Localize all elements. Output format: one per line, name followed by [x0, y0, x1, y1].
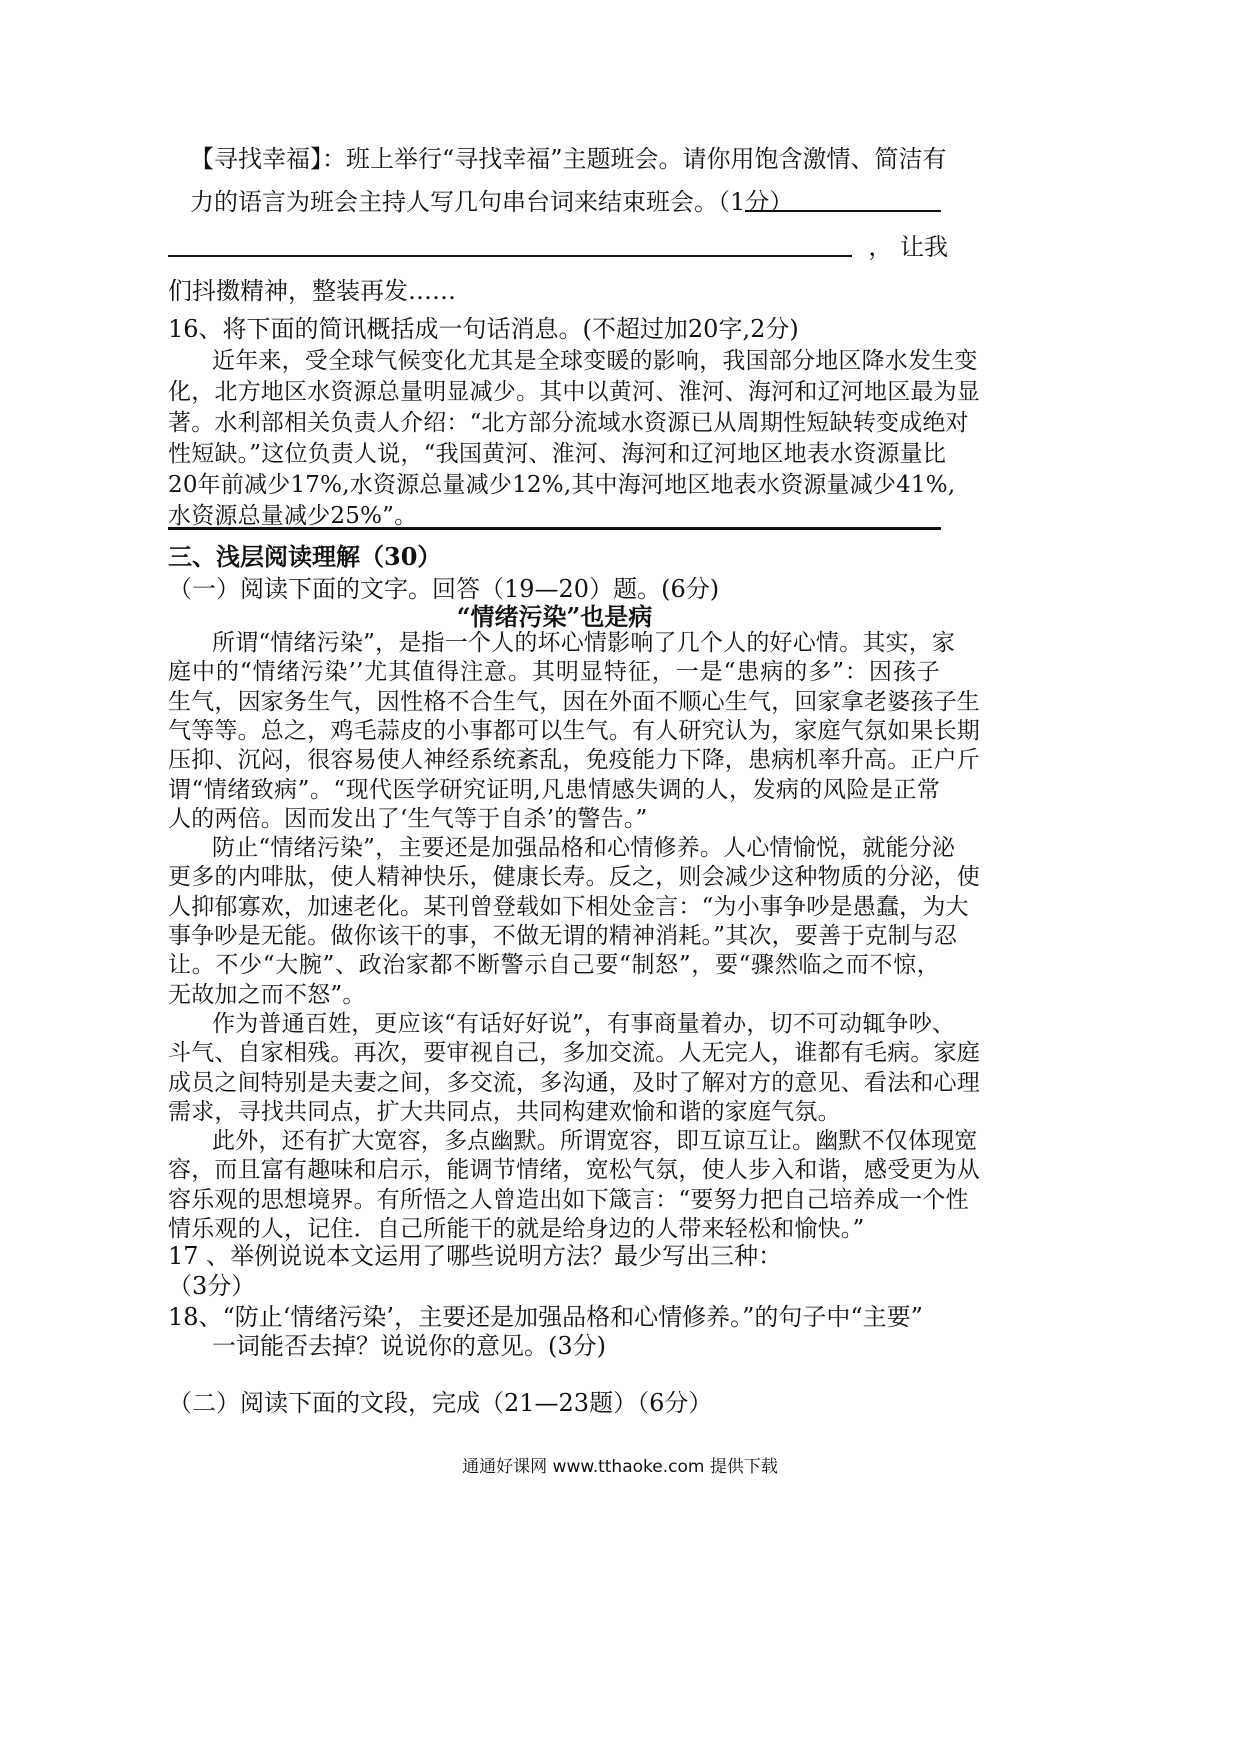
section3-heading: 三、浅层阅读理解（30） [168, 542, 442, 571]
article-line: 容乐观的思想境界。有所悟之人曾造出如下箴言：“要努力把自己培养成一个性 [168, 1187, 969, 1213]
footer-source: 通通好课网 www.tthaoke.com 提供下载 [462, 1457, 778, 1477]
happiness-line-3-suffix: ， 让我 [868, 233, 948, 261]
article-line: 所谓“情绪污染”，是指一个人的坏心情影响了几个人的好心情。其实，家 [212, 630, 956, 656]
article-title: “情绪污染”也是病 [456, 602, 653, 631]
q16-text-line: 20年前减少17%,水资源总量减少12%,其中海河地区地表水资源量减少41%, [168, 472, 956, 498]
q16-text-line: 著。水利部相关负责人介绍：“北方部分流域水资源已从周期性短缺转变成绝对 [168, 410, 969, 436]
q16-text-line: 性短缺。”这位负责人说，“我国黄河、淮河、海河和辽河地区地表水资源量比 [168, 441, 947, 467]
article-line: 无故加之而不怒”。 [168, 982, 366, 1008]
q16-prompt: 16、将下面的简讯概括成一句话消息。(不超过加20字,2分) [168, 315, 799, 343]
article-line: 让。不少“大腕”、政治家都不断警示自己要“制怒”，要“骤然临之而不惊， [168, 952, 940, 978]
article-line: 压抑、沉闷，很容易使人神经系统紊乱，免疫能力下降，患病机率升高。正户斤 [168, 747, 980, 773]
section3-sub2: （二）阅读下面的文段，完成（21—23题）（6分） [168, 1389, 713, 1417]
happiness-line-4: 们抖擞精神，整装再发…… [168, 277, 456, 305]
q16-text-line: 近年来，受全球气候变化尤其是全球变暖的影响，我国部分地区降水发生变 [212, 348, 978, 374]
article-line: 作为普通百姓，更应该“有话好好说”，有事商量着办，切不可动辄争吵、 [212, 1011, 956, 1037]
q16-text-line: 水资源总量减少25%”。 [168, 503, 418, 529]
article-line: 庭中的“情绪污染’’尤其值得注意。其明显特征，一是“患病的多”：因孩子 [168, 659, 940, 685]
answer-blank-1[interactable] [745, 210, 941, 212]
article-line: 防止“情绪污染”，主要还是加强品格和心情修养。人心情愉悦，就能分泌 [212, 835, 956, 861]
article-line: 事争吵是无能。做你该干的事，不做无谓的精神消耗。”其次，要善于克制与忍 [168, 923, 958, 949]
q17-line-1: 17 、举例说说本文运用了哪些说明方法？最少写出三种： [168, 1242, 783, 1270]
article-line: 情乐观的人，记住．自己所能干的就是给身边的人带来轻松和愉快。” [168, 1216, 865, 1242]
section3-sub1: （一）阅读下面的文字。回答（19—20）题。(6分) [168, 575, 720, 603]
q18-line-2: 一词能否去掉？说说你的意见。(3分) [212, 1332, 606, 1360]
section-divider [168, 527, 941, 530]
happiness-line-1: 【寻找幸福】：班上举行“寻找幸福”主题班会。请你用饱含激情、简洁有 [190, 145, 947, 173]
article-line: 更多的内啡肽，使人精神快乐，健康长寿。反之，则会减少这种物质的分泌，使 [168, 864, 980, 890]
happiness-line-2: 力的语言为班会主持人写几句串台词来结束班会。（1分） [190, 188, 794, 216]
article-line: 斗气、自家相残。再次，要审视自己，多加交流。人无完人，谁都有毛病。家庭 [168, 1040, 980, 1066]
q16-text-line: 化，北方地区水资源总量明显减少。其中以黄河、淮河、海河和辽河地区最为显 [168, 379, 980, 405]
article-line: 生气，因家务生气，因性格不合生气，因在外面不顺心生气，回家拿老婆孩子生 [168, 689, 980, 715]
article-line: 需求，寻找共同点，扩大共同点，共同构建欢愉和谐的家庭气氛。 [168, 1099, 841, 1125]
q17-line-2: （3分） [168, 1272, 256, 1300]
answer-blank-2[interactable] [168, 255, 852, 257]
article-line: 人抑郁寡欢，加速老化。某刊曾登载如下相处金言：“为小事争吵是愚蠢，为大 [168, 894, 969, 920]
article-line: 容，而且富有趣味和启示，能调节情绪，宽松气氛，使人步入和谐，感受更为从 [168, 1157, 980, 1183]
article-line: 人的两倍。因而发出了‘生气等于自杀’的警告。” [168, 806, 648, 832]
q18-line-1: 18、“防止‘情绪污染’，主要还是加强品格和心情修养。”的句子中“主要” [168, 1303, 923, 1331]
article-line: 成员之间特别是夫妻之间，多交流，多沟通，及时了解对方的意见、看法和心理 [168, 1070, 980, 1096]
article-line: 此外，还有扩大宽容，多点幽默。所谓宽容，即互谅互让。幽默不仅体现宽 [212, 1128, 978, 1154]
article-line: 气等等。总之，鸡毛蒜皮的小事都可以生气。有人研究认为，家庭气氛如果长期 [168, 718, 980, 744]
article-line: 谓“情绪致病”。“现代医学研究证明,凡患情感失调的人，发病的风险是正常 [168, 777, 940, 803]
